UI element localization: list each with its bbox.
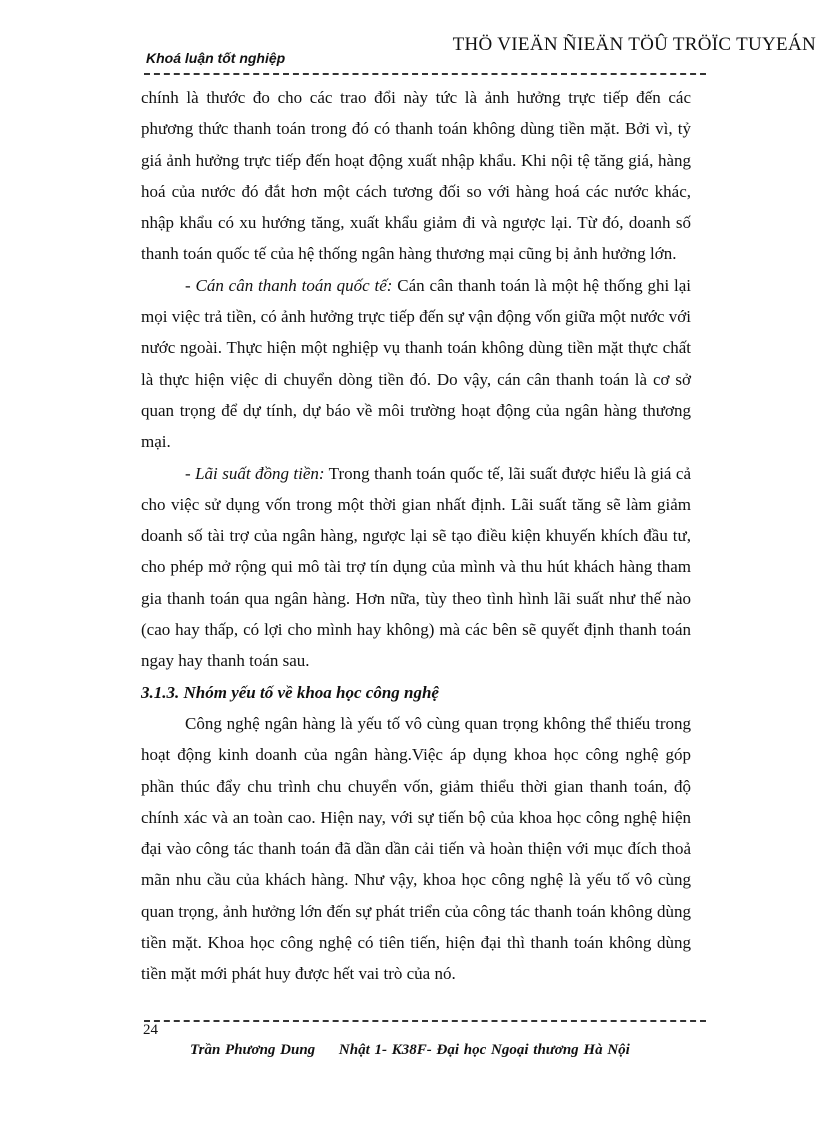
header-thesis-label: Khoá luận tốt nghiệp [146, 50, 286, 66]
term-interest-rate: - Lãi suất đồng tiền: [185, 463, 325, 483]
header-divider [144, 73, 706, 75]
footer-author-line: Trần Phương Dung Nhật 1- K38F- Đại học Ngoại thương Hà Nội [190, 1042, 630, 1058]
page-body [141, 82, 691, 990]
paragraph-interest-rate-text: Trong thanh toán quốc tế, lãi suất được hiểu là giá cả cho việc sử dụng vốn trong một thời gian nhất định. Lãi suất tăng sẽ làm giảm doanh số tài trợ của ngân hàng, ngược lại sẽ tạo điều kiện khuyến khích đầu tư, cho phép mở rộng qui mô tài trợ tín dụng của mình và thu hút khách hàng tham gia thanh toán qua ngân hàng. Hơn nữa, tùy theo tình hình lãi suất như thế nào (cao hay thấp, có lợi cho mình hay không) mà các bên sẽ quyết định thanh toán ngay hay thanh toán sau. [141, 463, 691, 671]
header-library-title: THÖ VIEÄN ÑIEÄN TÖÛ TRÖÏC TUYEÁN [452, 34, 816, 55]
paragraph-balance-of-payments-text: Cán cân thanh toán là một hệ thống ghi lại mọi việc trả tiền, có ảnh hưởng trực tiếp đến sự vận động vốn giữa một nước với nước ngoài. Thực hiện một nghiệp vụ thanh toán không dùng tiền mặt thực chất là thực hiện việc di chuyển dòng tiền đó. Do vậy, cán cân thanh toán là cơ sở quan trọng để dự tính, dự báo về môi trường hoạt động của ngân hàng thương mại. [141, 275, 691, 452]
paragraph-technology: Công nghệ ngân hàng là yếu tố vô cùng quan trọng không thể thiếu trong hoạt động kinh doanh của ngân hàng.Việc áp dụng khoa học công nghệ góp phần thúc đẩy chu trình chu chuyển vốn, giảm thiểu thời gian thanh toán, độ chính xác và an toàn cao. Hiện nay, với sự tiến bộ của khoa học công nghệ hiện đại vào công tác thanh toán đã dần dần cải tiến và hoàn thiện với mục đích thoả mãn nhu cầu của khách hàng. Như vậy, khoa học công nghệ là yếu tố vô cùng quan trọng, ảnh hưởng lớn đến sự phát triển của công tác thanh toán không dùng tiền mặt. Khoa học công nghệ có tiên tiến, hiện đại thì thanh toán không dùng tiền mặt mới phát huy được hết vai trò của nó. [141, 713, 691, 984]
paragraph-interest-rate [141, 458, 691, 677]
term-balance-of-payments: - Cán cân thanh toán quốc tế: [185, 275, 393, 295]
footer-divider [144, 1020, 706, 1022]
paragraph-exchange-rate: chính là thước đo cho các trao đổi này tức là ảnh hưởng trực tiếp đến các phương thức thanh toán trong đó có thanh toán không dùng tiền mặt. Bởi vì, tỷ giá ảnh hưởng trực tiếp đến hoạt động xuất nhập khẩu. Khi nội tệ tăng giá, hàng hoá của nước đó đắt hơn một cách tương đối so với hàng hoá các nước khác, nhập khẩu có xu hướng tăng, xuất khẩu giảm đi và ngược lại. Từ đó, doanh số thanh toán quốc tế của hệ thống ngân hàng thương mại cũng bị ảnh hưởng lớn. [141, 88, 691, 264]
page-number: 24 [143, 1022, 158, 1038]
section-heading: 3.1.3. Nhóm yếu tố về khoa học công nghệ [141, 682, 439, 702]
paragraph-balance-of-payments [141, 270, 691, 458]
